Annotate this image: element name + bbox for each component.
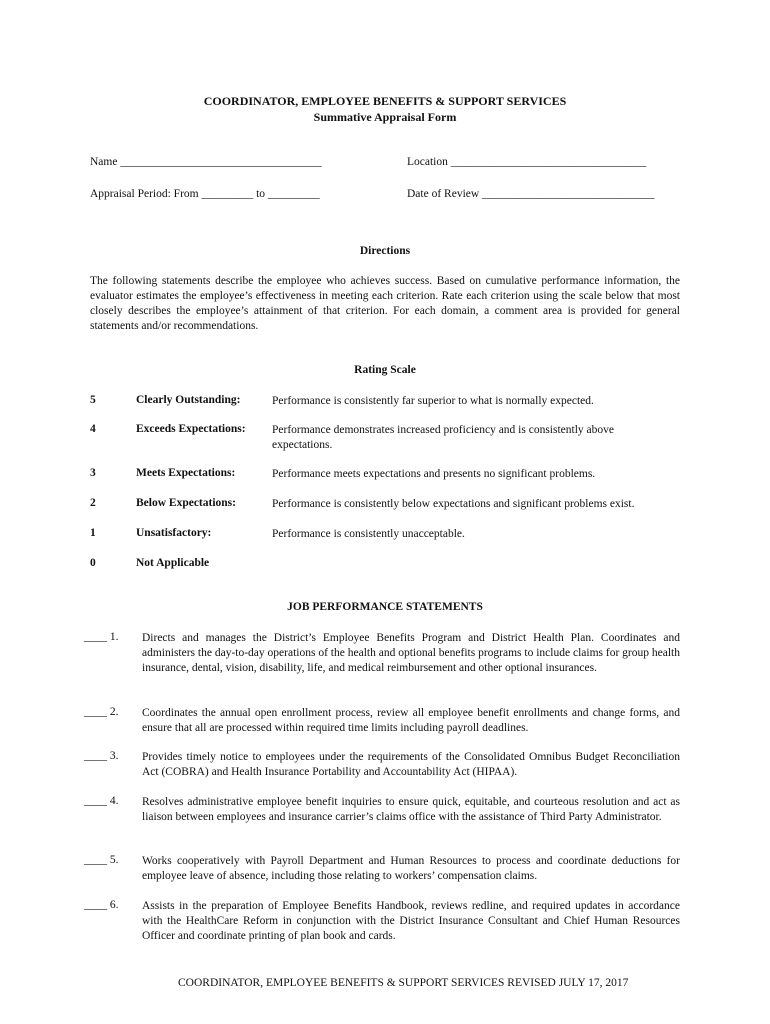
- rating-label: Unsatisfactory:: [136, 527, 212, 539]
- rating-description: Performance meets expectations and presents no significant problems.: [272, 468, 596, 480]
- statement-rating-blank[interactable]: ____ 6.: [84, 899, 119, 911]
- rating-number: 1: [90, 527, 96, 539]
- rating-number: 4: [90, 423, 96, 435]
- rating-description: Performance is consistently far superior to what is normally expected.: [272, 395, 594, 407]
- page-footer: COORDINATOR, EMPLOYEE BENEFITS & SUPPORT SERVICES REVISED JULY 17, 2017: [178, 977, 629, 989]
- rating-number: 3: [90, 467, 96, 479]
- statement-text: Coordinates the annual open enrollment process, review all employee benefit enrollments and change forms, and ensure that all are processed within required time limits including payroll deadlines.: [142, 707, 680, 734]
- statement-rating-blank[interactable]: ____ 3.: [84, 750, 119, 762]
- rating-description: Performance is consistently below expectations and significant problems exist.: [272, 498, 635, 510]
- rating-description: Performance demonstrates increased proficiency and is consistently above expectations.: [272, 424, 615, 451]
- rating-label: Clearly Outstanding:: [136, 394, 241, 406]
- rating-number: 2: [90, 497, 96, 509]
- statement-text: Assists in the preparation of Employee Benefits Handbook, reviews redline, and required updates in accordance with the HealthCare Reform in conjunction with the District Insurance Consultant and Chief Human Resources Officer and coordinate printing of plan book and cards.: [142, 900, 680, 942]
- rating-label: Not Applicable: [136, 557, 210, 569]
- statement-text: Works cooperatively with Payroll Department and Human Resources to process and coordinate deductions for employee leave of absence, including those relating to workers’ compensation claims.: [142, 855, 680, 882]
- rating-label: Meets Expectations:: [136, 467, 236, 479]
- rating-number: 5: [90, 394, 96, 406]
- name-field[interactable]: Name ___________________________________: [90, 156, 322, 168]
- statement-rating-blank[interactable]: ____ 2.: [84, 706, 119, 718]
- rating-number: 0: [90, 557, 96, 569]
- date-of-review-field[interactable]: Date of Review ______________________________: [407, 188, 655, 200]
- statement-rating-blank[interactable]: ____ 1.: [84, 631, 119, 643]
- statement-text: Provides timely notice to employees under the requirements of the Consolidated Omnibus Budget Reconciliation Act (COBRA) and Health Insurance Portability and Accountability Act (HIPAA).: [142, 751, 680, 778]
- statement-rating-blank[interactable]: ____ 5.: [84, 854, 119, 866]
- statement-text: Directs and manages the District’s Employee Benefits Program and District Health Plan. Coordinates and administers the day-to-day operations of the health and optional benefits programs to include claims for group health insurance, dental, vision, disability, life, and medical reimbursement and other optional insurances.: [142, 632, 680, 674]
- rating-description: Performance is consistently unacceptable.: [272, 528, 465, 540]
- directions-heading: Directions: [359, 245, 411, 257]
- document-subtitle: Summative Appraisal Form: [313, 110, 457, 124]
- document-title: COORDINATOR, EMPLOYEE BENEFITS & SUPPORT SERVICES: [203, 94, 567, 108]
- directions-text: The following statements describe the employee who achieves success. Based on cumulative performance information, the evaluator estimates the employee’s effectiveness in meeting each criterion. Rate each criterion using the scale below that most closely describes the employee’s attainment of that criterion. For each domain, a comment area is provided for general statements and/or recommendations.: [90, 275, 680, 332]
- rating-label: Below Expectations:: [136, 497, 236, 509]
- job-performance-heading: JOB PERFORMANCE STATEMENTS: [287, 601, 483, 613]
- rating-label: Exceeds Expectations:: [136, 423, 246, 435]
- rating-scale-heading: Rating Scale: [354, 364, 416, 376]
- statement-text: Resolves administrative employee benefit inquiries to ensure quick, equitable, and courteous resolution and act as liaison between employees and insurance carrier’s claims office with the assistance of Third Party Administrator.: [142, 796, 680, 823]
- statement-rating-blank[interactable]: ____ 4.: [84, 795, 119, 807]
- appraisal-period-field[interactable]: Appraisal Period: From _________ to _________: [90, 188, 320, 200]
- location-field[interactable]: Location __________________________________: [407, 156, 647, 168]
